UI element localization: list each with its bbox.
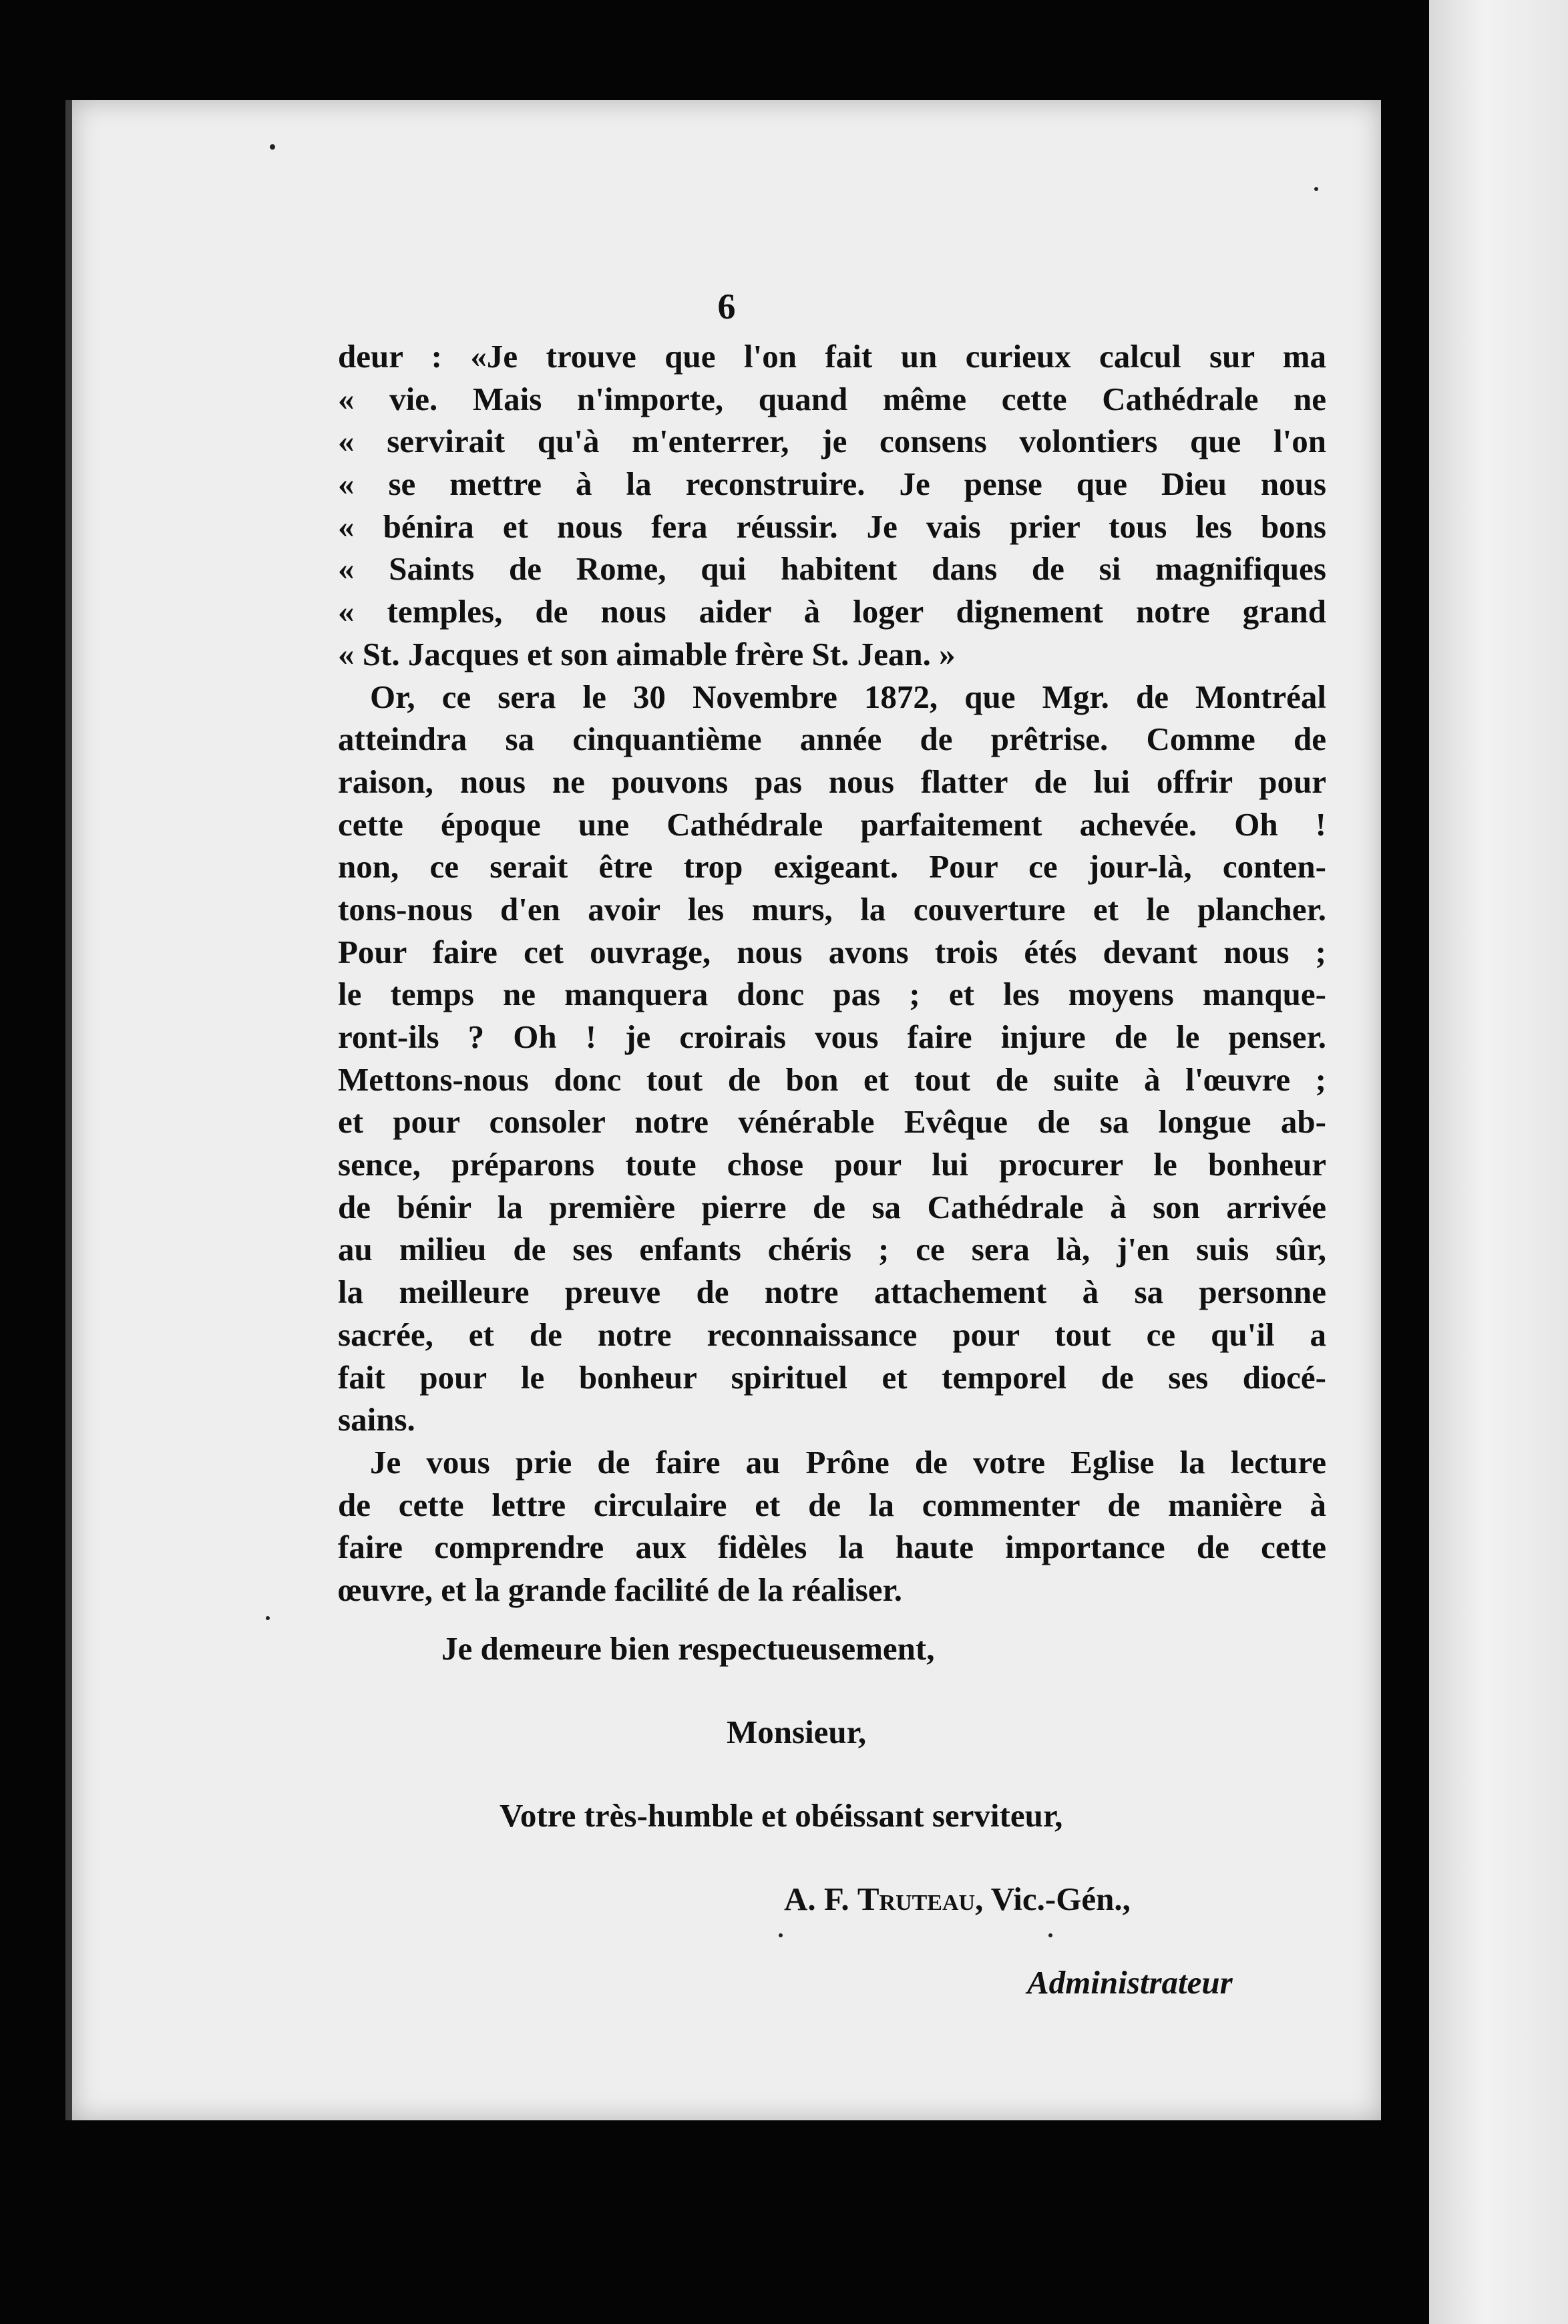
scan-speck [779,1933,783,1937]
text-line: « bénira et nous fera réussir. Je vais prier tous les bons [338,508,1326,545]
text-line: cette époque une Cathédrale parfaitement achevée. Oh ! [338,805,1326,843]
closing-salutation: Monsieur, [727,1714,867,1750]
text-line: atteindra sa cinquantième année de prêtrise. Comme de [338,721,1326,758]
text-line: « Saints de Rome, qui habitent dans de si magnifiques [338,550,1326,588]
signature-surname: Truteau [857,1881,976,1917]
text-line: raison, nous ne pouvons pas nous flatter de lui offrir pour [338,763,1326,800]
signature-initials: A. F. [784,1881,849,1917]
text-line: « temples, de nous aider à loger dignement notre grand [338,593,1326,630]
signature-title: Administrateur [1027,1964,1233,2001]
text-line: « vie. Mais n'importe, quand même cette Cathédrale ne [338,380,1326,417]
scan-speck [1048,1933,1052,1937]
text-line: sence, préparons toute chose pour lui procurer le bonheur [338,1146,1326,1183]
text-line: au milieu de ses enfants chéris ; ce sera là, j'en suis sûr, [338,1231,1326,1268]
body-text [338,335,1326,1611]
signature-suffix: , Vic.-Gén., [975,1881,1131,1917]
closing-line: Votre très-humble et obéissant serviteur, [500,1797,1063,1834]
text-line: le temps ne manquera donc pas ; et les moyens manque- [338,976,1326,1013]
document-page [65,100,1381,2120]
adjacent-page-edge [1429,0,1568,2324]
text-line: Mettons-nous donc tout de bon et tout de suite à l'œuvre ; [338,1060,1326,1098]
scan-speck [266,1616,270,1620]
text-line: deur : «Je trouve que l'on fait un curieux calcul sur ma [338,338,1326,375]
text-line: « servirait qu'à m'enterrer, je consens volontiers que l'on [338,423,1326,460]
text-line: fait pour le bonheur spirituel et temporel de ses diocé- [338,1358,1326,1396]
text-line: faire comprendre aux fidèles la haute importance de cette [338,1529,1326,1566]
signature-name [784,1880,1131,1918]
text-line: non, ce serait être trop exigeant. Pour ce jour-là, conten- [338,848,1326,886]
page-number: 6 [717,286,736,327]
scan-speck [1314,187,1318,191]
text-line: Je vous prie de faire au Prône de votre Eglise la lecture [370,1443,1326,1481]
text-line: « se mettre à la reconstruire. Je pense que Dieu nous [338,465,1326,503]
text-line: de bénir la première pierre de sa Cathédrale à son arrivée [338,1188,1326,1225]
text-line: ront-ils ? Oh ! je croirais vous faire injure de le penser. [338,1018,1326,1055]
text-line: et pour consoler notre vénérable Evêque de sa longue ab- [338,1103,1326,1141]
scan-speck [270,144,275,150]
text-line: la meilleure preuve de notre attachement à sa personne [338,1274,1326,1311]
text-line: œuvre, et la grande facilité de la réaliser. [338,1571,903,1608]
text-line: Or, ce sera le 30 Novembre 1872, que Mgr. de Montréal [370,678,1326,715]
text-line: « St. Jacques et son aimable frère St. Jean. » [338,635,956,672]
closing-line: Je demeure bien respectueusement, [441,1630,935,1667]
text-line: Pour faire cet ouvrage, nous avons trois étés devant nous ; [338,933,1326,970]
text-line: de cette lettre circulaire et de la commenter de manière à [338,1486,1326,1523]
text-line: sains. [338,1401,415,1438]
text-line: sacrée, et de notre reconnaissance pour tout ce qu'il a [338,1316,1326,1353]
text-line: tons-nous d'en avoir les murs, la couverture et le plancher. [338,890,1326,928]
